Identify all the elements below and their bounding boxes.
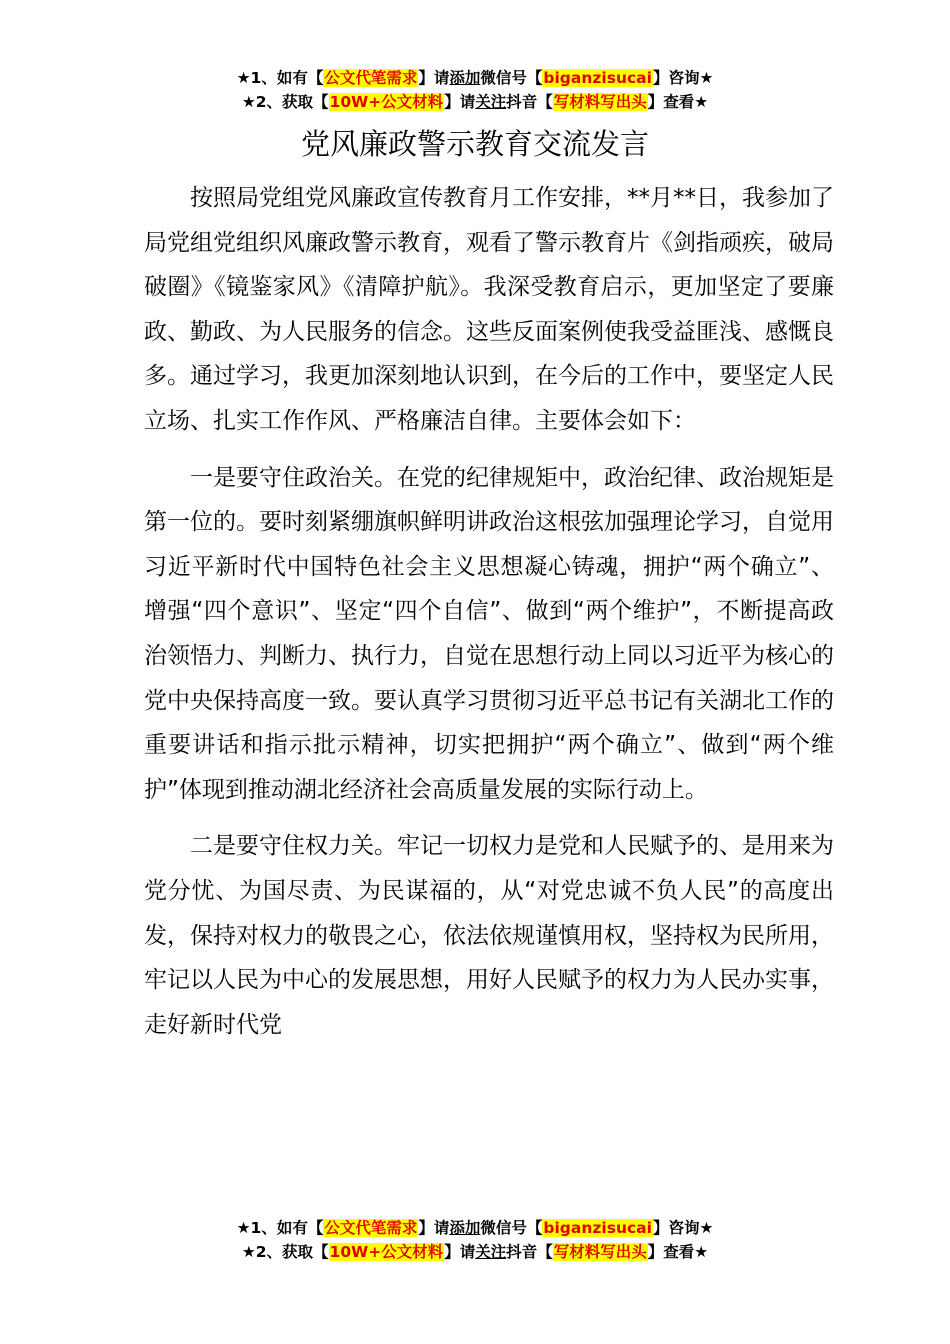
highlight-service: 公文代笔需求 — [324, 69, 418, 87]
banner-text: 微信号【 — [480, 1219, 543, 1237]
banner-text: 抖音【 — [506, 93, 553, 111]
banner-text: 】查看★ — [647, 1243, 709, 1261]
banner-text: 】请 — [418, 69, 450, 87]
highlight-douyin-id: 写材料写出头 — [553, 93, 647, 111]
highlight-materials: 10W+公文材料 — [329, 1243, 444, 1261]
document-body — [144, 176, 834, 1059]
highlight-douyin-id: 写材料写出头 — [553, 1243, 647, 1261]
banner-text: 抖音【 — [506, 1243, 553, 1261]
banner-text: 】咨询★ — [652, 1219, 714, 1237]
paragraph-power: 二是要守住权力关。牢记一切权力是党和人民赋予的、是用来为党分忧、为国尽责、为民谋福的，从“对党忠诚不负人民”的高度出发，保持对权力的敬畏之心，依法依规谨慎用权，坚持权为民所用，牢记以人民为中心的发展思想，用好人民赋予的权力为人民办实事，走好新时代党 — [144, 833, 834, 1038]
banner-underlined-text: 添加 — [449, 1219, 481, 1237]
banner-underlined-text: 关注 — [475, 93, 507, 111]
highlight-wechat-id: biganzisucai — [543, 69, 652, 87]
footer-banner — [0, 1216, 950, 1264]
banner-text: ★1、如有【 — [236, 69, 324, 87]
paragraph-intro: 按照局党组党风廉政宣传教育月工作安排，**月**日，我参加了局党组党组织风廉政警示教育，观看了警示教育片《剑指顽疾，破局破圈》《镜鉴家风》《清障护航》。我深受教育启示，更加坚定了要廉政、勤政、为人民服务的信念。这些反面案例使我受益匪浅、感慨良多。通过学习，我更加深刻地认识到，在今后的工作中，要坚定人民立场、扎实工作作风、严格廉洁自律。主要体会如下： — [144, 185, 834, 434]
banner-text: 】查看★ — [647, 93, 709, 111]
banner-text: 】请 — [444, 93, 476, 111]
banner-line-1 — [0, 1216, 950, 1240]
banner-line-2 — [0, 90, 950, 114]
highlight-materials: 10W+公文材料 — [329, 93, 444, 111]
banner-text: ★2、获取【 — [241, 1243, 329, 1261]
paragraph-political: 一是要守住政治关。在党的纪律规矩中，政治纪律、政治规矩是第一位的。要时刻紧绷旗帜鲜明讲政治这根弦加强理论学习，自觉用习近平新时代中国特色社会主义思想凝心铸魂，拥护“两个确立”、增强“四个意识”、坚定“四个自信”、做到“两个维护”，不断提高政治领悟力、判断力、执行力，自觉在思想行动上同以习近平为核心的党中央保持高度一致。要认真学习贯彻习近平总书记有关湖北工作的重要讲话和指示批示精神，切实把拥护“两个确立”、做到“两个维护”体现到推动湖北经济社会高质量发展的实际行动上。 — [144, 464, 834, 803]
document-title: 党风廉政警示教育交流发言 — [300, 127, 649, 161]
banner-line-1 — [0, 66, 950, 90]
banner-text: ★2、获取【 — [241, 93, 329, 111]
header-banner — [0, 66, 950, 114]
banner-text: ★1、如有【 — [236, 1219, 324, 1237]
banner-text: 】请 — [444, 1243, 476, 1261]
highlight-service: 公文代笔需求 — [324, 1219, 418, 1237]
banner-text: 微信号【 — [480, 69, 543, 87]
highlight-wechat-id: biganzisucai — [543, 1219, 652, 1237]
banner-underlined-text: 关注 — [475, 1243, 507, 1261]
banner-text: 】咨询★ — [652, 69, 714, 87]
banner-underlined-text: 添加 — [449, 69, 481, 87]
banner-text: 】请 — [418, 1219, 450, 1237]
banner-line-2 — [0, 1240, 950, 1264]
